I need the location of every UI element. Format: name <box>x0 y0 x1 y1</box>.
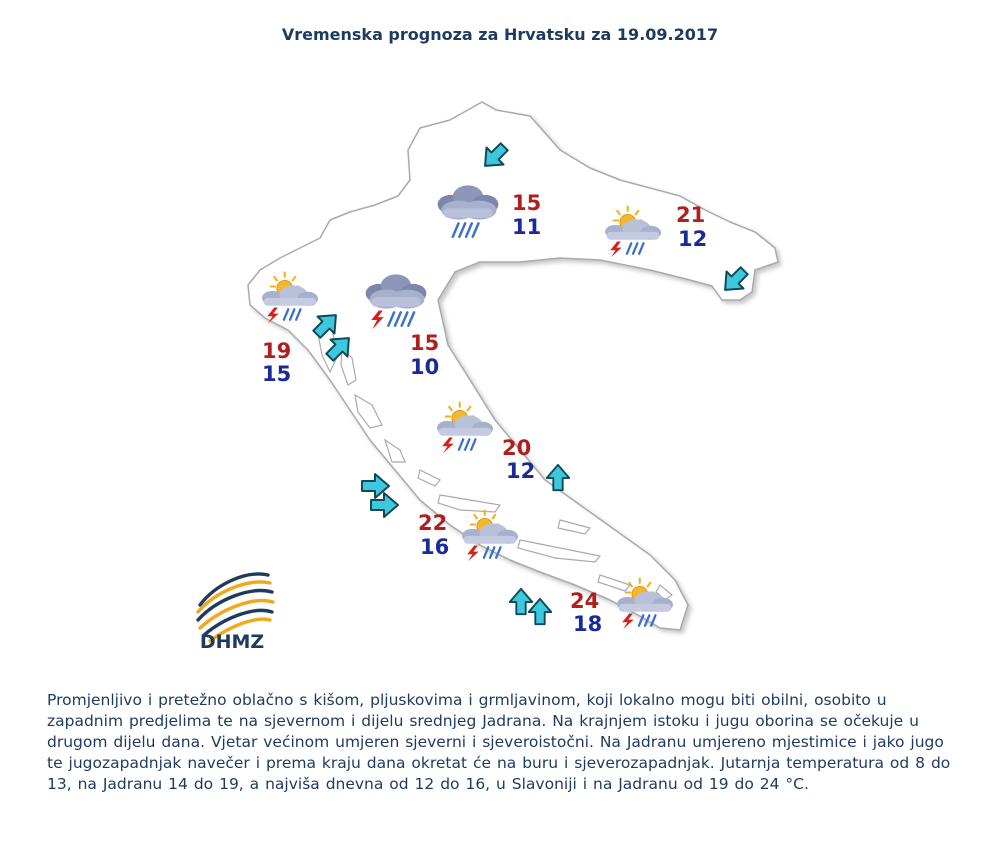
logo-text: DHMZ <box>199 631 265 653</box>
zagreb-min-temp: 11 <box>512 215 542 239</box>
wind-arrow-icon <box>510 589 533 614</box>
rijeka-min-temp: 15 <box>262 362 292 386</box>
dubrovnik-min-temp: 18 <box>573 612 603 636</box>
gospic-min-temp: 10 <box>410 355 440 379</box>
split-max-temp: 22 <box>418 511 448 535</box>
knin-max-temp: 20 <box>502 436 532 460</box>
osijek-min-temp: 12 <box>678 227 708 251</box>
rijeka-max-temp: 19 <box>262 339 292 363</box>
dubrovnik-max-temp: 24 <box>570 589 600 613</box>
forecast-text: Promjenljivo i pretežno oblačno s kišom, pljuskovima i grmljavinom, koji lokalno mogu biti obilni, osobito u zapadnim predjelima te na sjevernom i dijelu srednjeg Jadrana. Na krajnjem istoku i jugu oborina se očekuje u drugom dijelu dana. Vjetar većinom umjeren sjeverni i sjeveroistočni. Na Jadranu umjereno mjestimice i jako jugo te jugozapadnjak navečer i prema kraju dana okretat će na buru i sjeverozapadnjak. Jutarnja temperatura od 8 do 13, na Jadranu 14 do 19, a najviša dnevna od 12 do 16, u Slavoniji i na Jadranu od 19 do 24 °C. <box>47 691 951 793</box>
page-title: Vremenska prognoza za Hrvatsku za 19.09.2017 <box>281 25 719 44</box>
osijek-max-temp: 21 <box>676 203 706 227</box>
zagreb-max-temp: 15 <box>512 191 542 215</box>
split-min-temp: 16 <box>420 535 450 559</box>
dhmz-logo <box>198 574 273 653</box>
knin-min-temp: 12 <box>506 459 536 483</box>
gospic-max-temp: 15 <box>410 331 440 355</box>
